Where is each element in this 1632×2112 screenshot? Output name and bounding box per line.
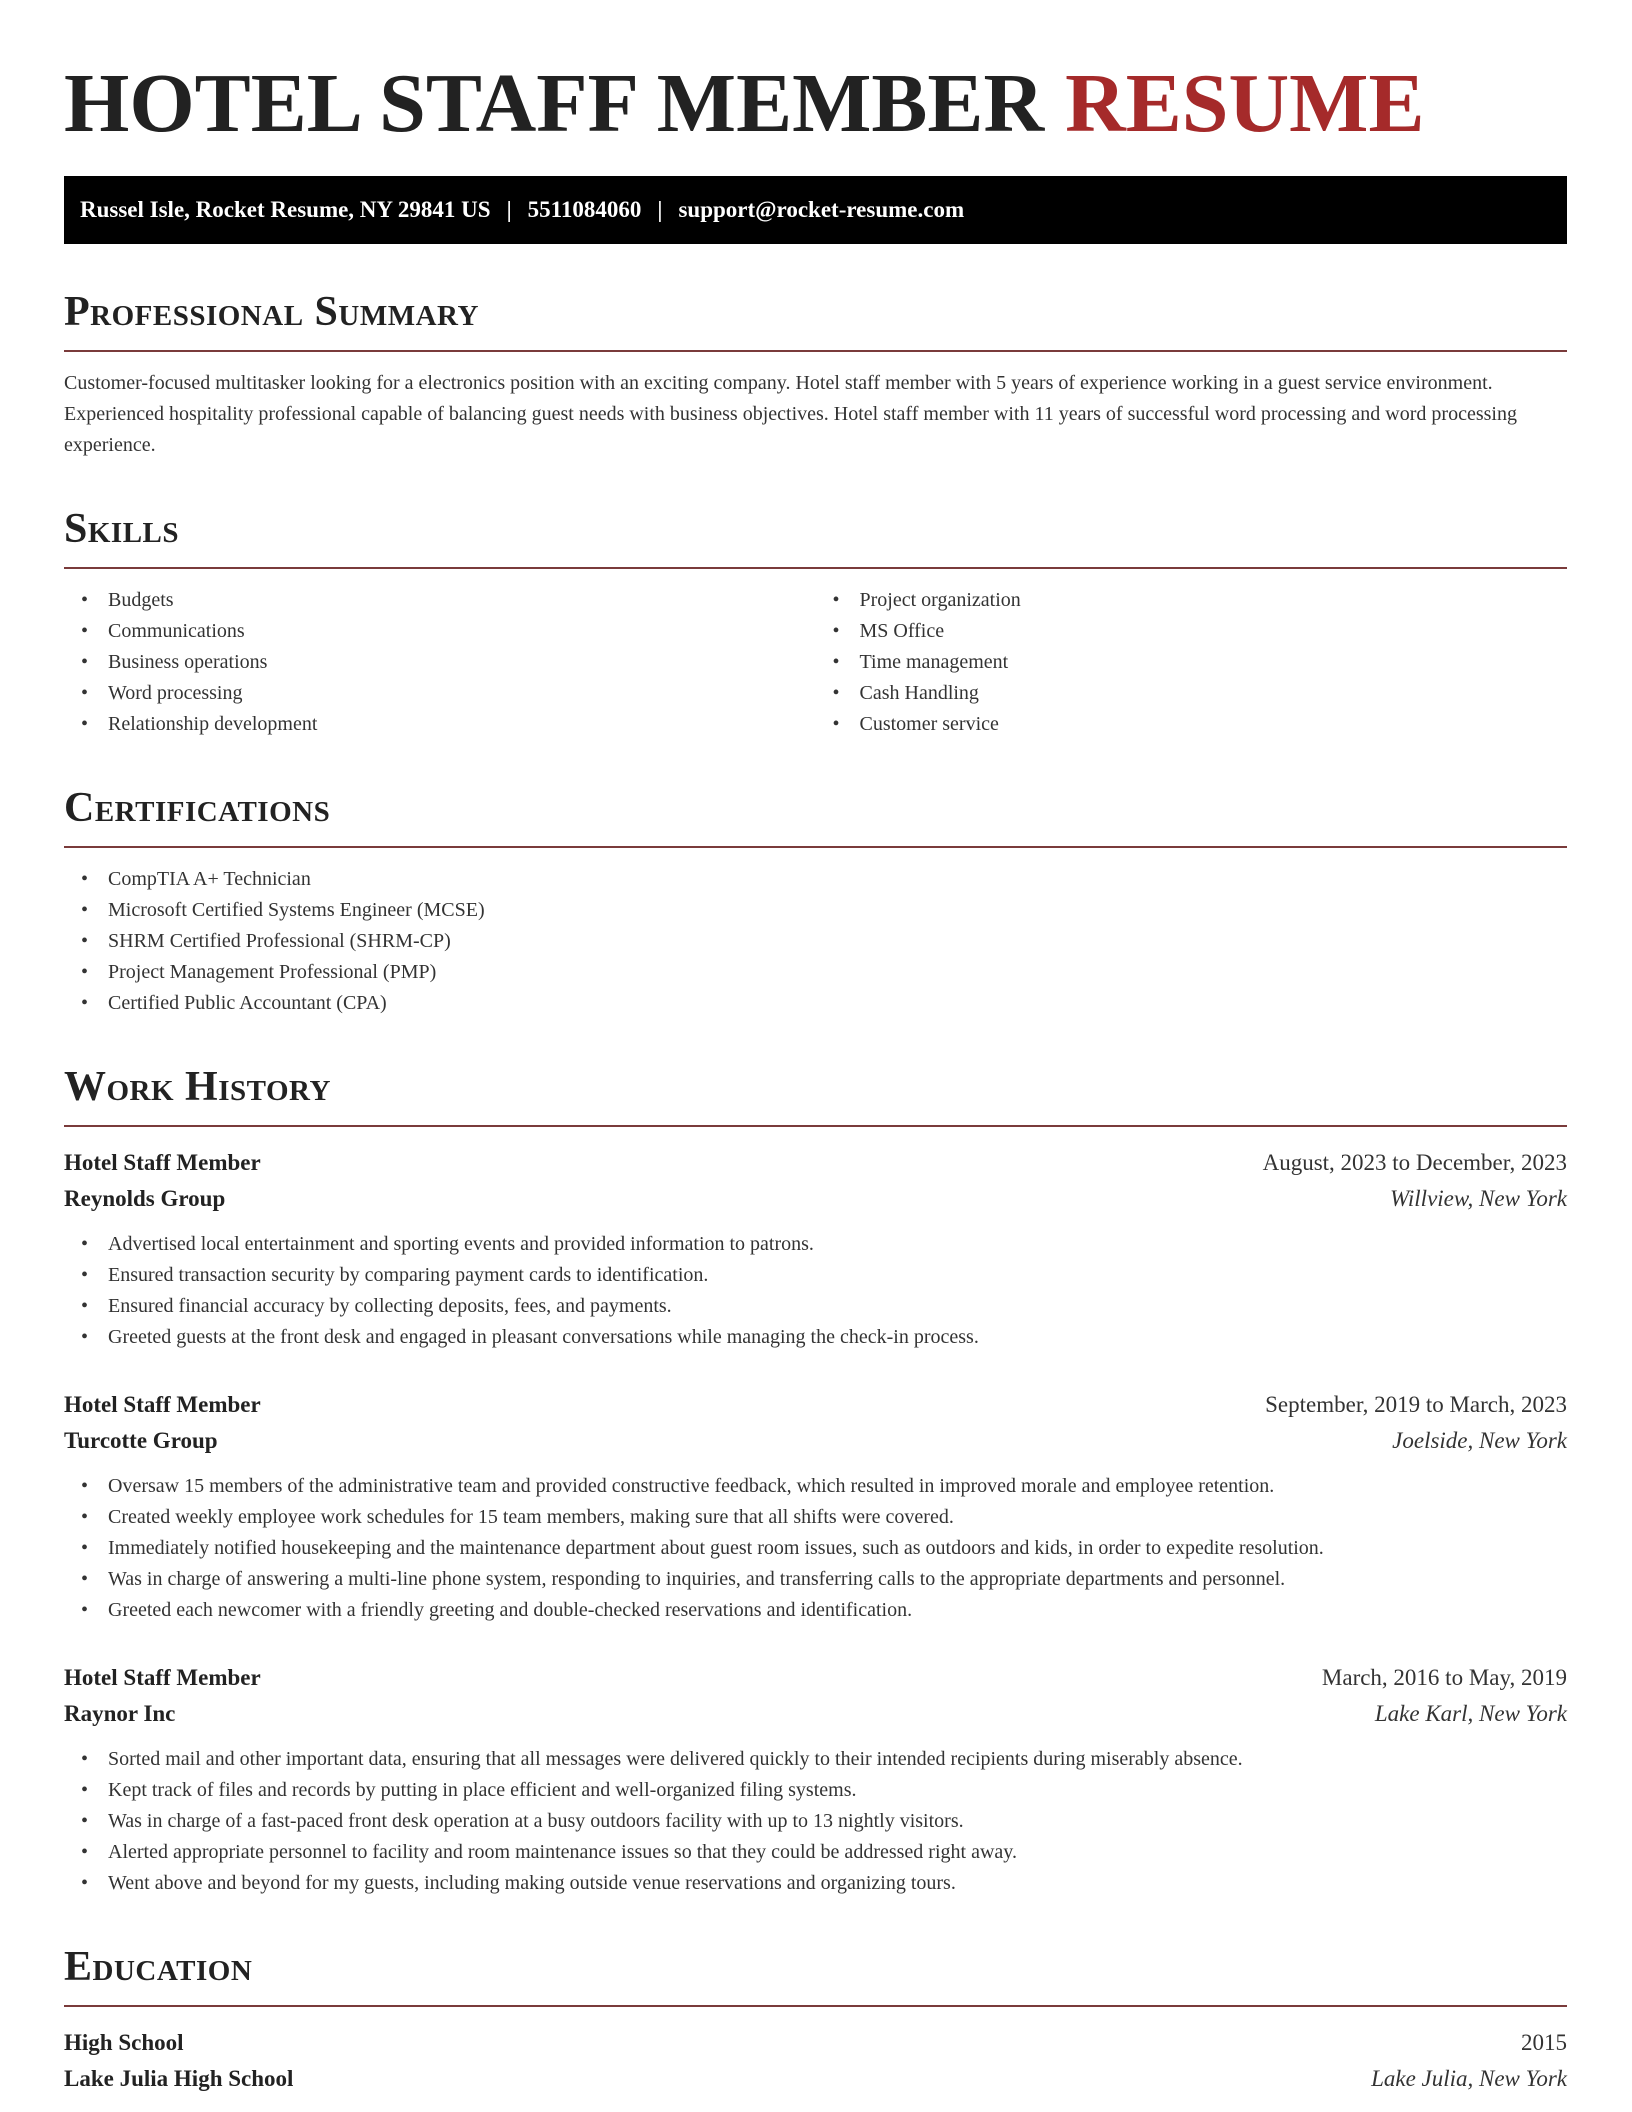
job-title: Hotel Staff Member: [64, 1392, 261, 1417]
job-location: Joelside, New York: [1392, 1428, 1567, 1453]
resume-title-accent: RESUME: [1065, 57, 1425, 150]
education-location: Lake Julia, New York: [1371, 2066, 1567, 2091]
job-duty: • Greeted guests at the front desk and engaged in pleasant conversations while managing the check-in process.: [64, 1322, 1567, 1353]
section-divider: [64, 350, 1567, 352]
section-divider: [64, 1125, 1567, 1127]
job-duty: • Sorted mail and other important data, ensuring that all messages were delivered quickly to their intended recipients during miserably absence.: [64, 1744, 1567, 1775]
certification-item: • Certified Public Accountant (CPA): [64, 988, 1567, 1019]
job-duty: • Ensured financial accuracy by collecting deposits, fees, and payments.: [64, 1291, 1567, 1322]
job-header-row: [64, 1387, 1567, 1423]
job-dates: August, 2023 to December, 2023: [1262, 1150, 1567, 1175]
job-company: Raynor Inc: [64, 1701, 176, 1726]
section-heading: Professional Summary: [64, 289, 479, 335]
skill-item: • MS Office: [816, 616, 1568, 647]
job-company-row: [64, 1423, 1567, 1459]
summary-text: Customer-focused multitasker looking for a electronics position with an exciting company. Hotel staff member with 5 years of experience working in a guest service environment. Experienced hospitality professional capable of balancing guest needs with business objectives. Hotel staff member with 11 years of successful word processing and word processing experience.: [64, 372, 1517, 456]
job-dates: September, 2019 to March, 2023: [1265, 1392, 1567, 1417]
job-duty: • Greeted each newcomer with a friendly greeting and double-checked reservations and identification.: [64, 1595, 1567, 1626]
resume-title-main: HOTEL STAFF MEMBER: [64, 57, 1045, 150]
job-entry: [64, 1660, 1567, 1899]
job-company: Turcotte Group: [64, 1428, 218, 1453]
job-dates: March, 2016 to May, 2019: [1321, 1665, 1567, 1690]
section-heading: Certifications: [64, 785, 331, 831]
certifications-section: [64, 784, 1567, 1019]
certification-item: • CompTIA A+ Technician: [64, 864, 1567, 895]
contact-bar: [64, 176, 1567, 244]
section-divider: [64, 846, 1567, 848]
certification-item: • SHRM Certified Professional (SHRM-CP): [64, 926, 1567, 957]
section-heading: Education: [64, 1944, 253, 1990]
job-header-row: [64, 1145, 1567, 1181]
education-header-row: [64, 2025, 1567, 2061]
resume-page: [64, 56, 1567, 2097]
skill-item: • Time management: [816, 647, 1568, 678]
certifications-list: [64, 864, 1567, 1019]
job-header-row: [64, 1660, 1567, 1696]
job-location: Lake Karl, New York: [1374, 1701, 1567, 1726]
education-school: Lake Julia High School: [64, 2066, 294, 2091]
job-duty: • Went above and beyond for my guests, including making outside venue reservations and organizing tours.: [64, 1868, 1567, 1899]
job-duties-list: [64, 1471, 1567, 1626]
work-history-section: [64, 1063, 1567, 1899]
job-duty: • Advertised local entertainment and sporting events and provided information to patrons.: [64, 1229, 1567, 1260]
job-entry: [64, 1145, 1567, 1353]
job-duty: • Was in charge of a fast-paced front desk operation at a busy outdoors facility with up to 13 nightly visitors.: [64, 1806, 1567, 1837]
skill-item: • Customer service: [816, 709, 1568, 740]
skill-item: • Communications: [64, 616, 816, 647]
certification-item: • Microsoft Certified Systems Engineer (MCSE): [64, 895, 1567, 926]
job-company-row: [64, 1181, 1567, 1217]
skills-grid: [64, 569, 1567, 740]
section-heading: Skills: [64, 506, 180, 552]
job-duty: • Ensured transaction security by comparing payment cards to identification.: [64, 1260, 1567, 1291]
skills-section: [64, 505, 1567, 740]
skill-item: • Business operations: [64, 647, 816, 678]
contact-email[interactable]: support@rocket-resume.com: [678, 197, 965, 222]
job-location: Willview, New York: [1390, 1186, 1567, 1211]
job-duty: • Alerted appropriate personnel to facility and room maintenance issues so that they could be addressed right away.: [64, 1837, 1567, 1868]
skill-item: • Word processing: [64, 678, 816, 709]
job-duty: • Immediately notified housekeeping and the maintenance department about guest room issues, such as outdoors and kids, in order to expedite resolution.: [64, 1533, 1567, 1564]
job-company: Reynolds Group: [64, 1186, 226, 1211]
job-entry: [64, 1387, 1567, 1626]
job-duty: • Kept track of files and records by putting in place efficient and well-organized filing systems.: [64, 1775, 1567, 1806]
contact-address: Russel Isle, Rocket Resume, NY 29841 US: [80, 197, 491, 222]
job-duty: • Was in charge of answering a multi-line phone system, responding to inquiries, and transferring calls to the appropriate departments and personnel.: [64, 1564, 1567, 1595]
section-divider: [64, 2005, 1567, 2007]
skills-list-left: [64, 585, 816, 740]
job-duties-list: [64, 1744, 1567, 1899]
job-company-row: [64, 1696, 1567, 1732]
job-title: Hotel Staff Member: [64, 1665, 261, 1690]
job-title: Hotel Staff Member: [64, 1150, 261, 1175]
education-school-row: [64, 2061, 1567, 2097]
skills-list-right: [816, 585, 1568, 740]
job-duty: • Created weekly employee work schedules for 15 team members, making sure that all shifts were covered.: [64, 1502, 1567, 1533]
education-section: [64, 1943, 1567, 2097]
education-year: 2015: [1521, 2030, 1567, 2055]
skill-item: • Project organization: [816, 585, 1568, 616]
skill-item: • Budgets: [64, 585, 816, 616]
section-heading: Work History: [64, 1064, 331, 1110]
contact-separator: |: [657, 197, 663, 222]
skill-item: • Cash Handling: [816, 678, 1568, 709]
summary-section: [64, 288, 1567, 461]
certification-item: • Project Management Professional (PMP): [64, 957, 1567, 988]
job-duty: • Oversaw 15 members of the administrative team and provided constructive feedback, which resulted in improved morale and employee retention.: [64, 1471, 1567, 1502]
contact-phone: 5511084060: [527, 197, 642, 222]
job-duties-list: [64, 1229, 1567, 1353]
education-entry: [64, 2025, 1567, 2097]
resume-title: [64, 56, 1567, 152]
skill-item: • Relationship development: [64, 709, 816, 740]
education-degree: High School: [64, 2030, 184, 2055]
contact-separator: |: [506, 197, 512, 222]
